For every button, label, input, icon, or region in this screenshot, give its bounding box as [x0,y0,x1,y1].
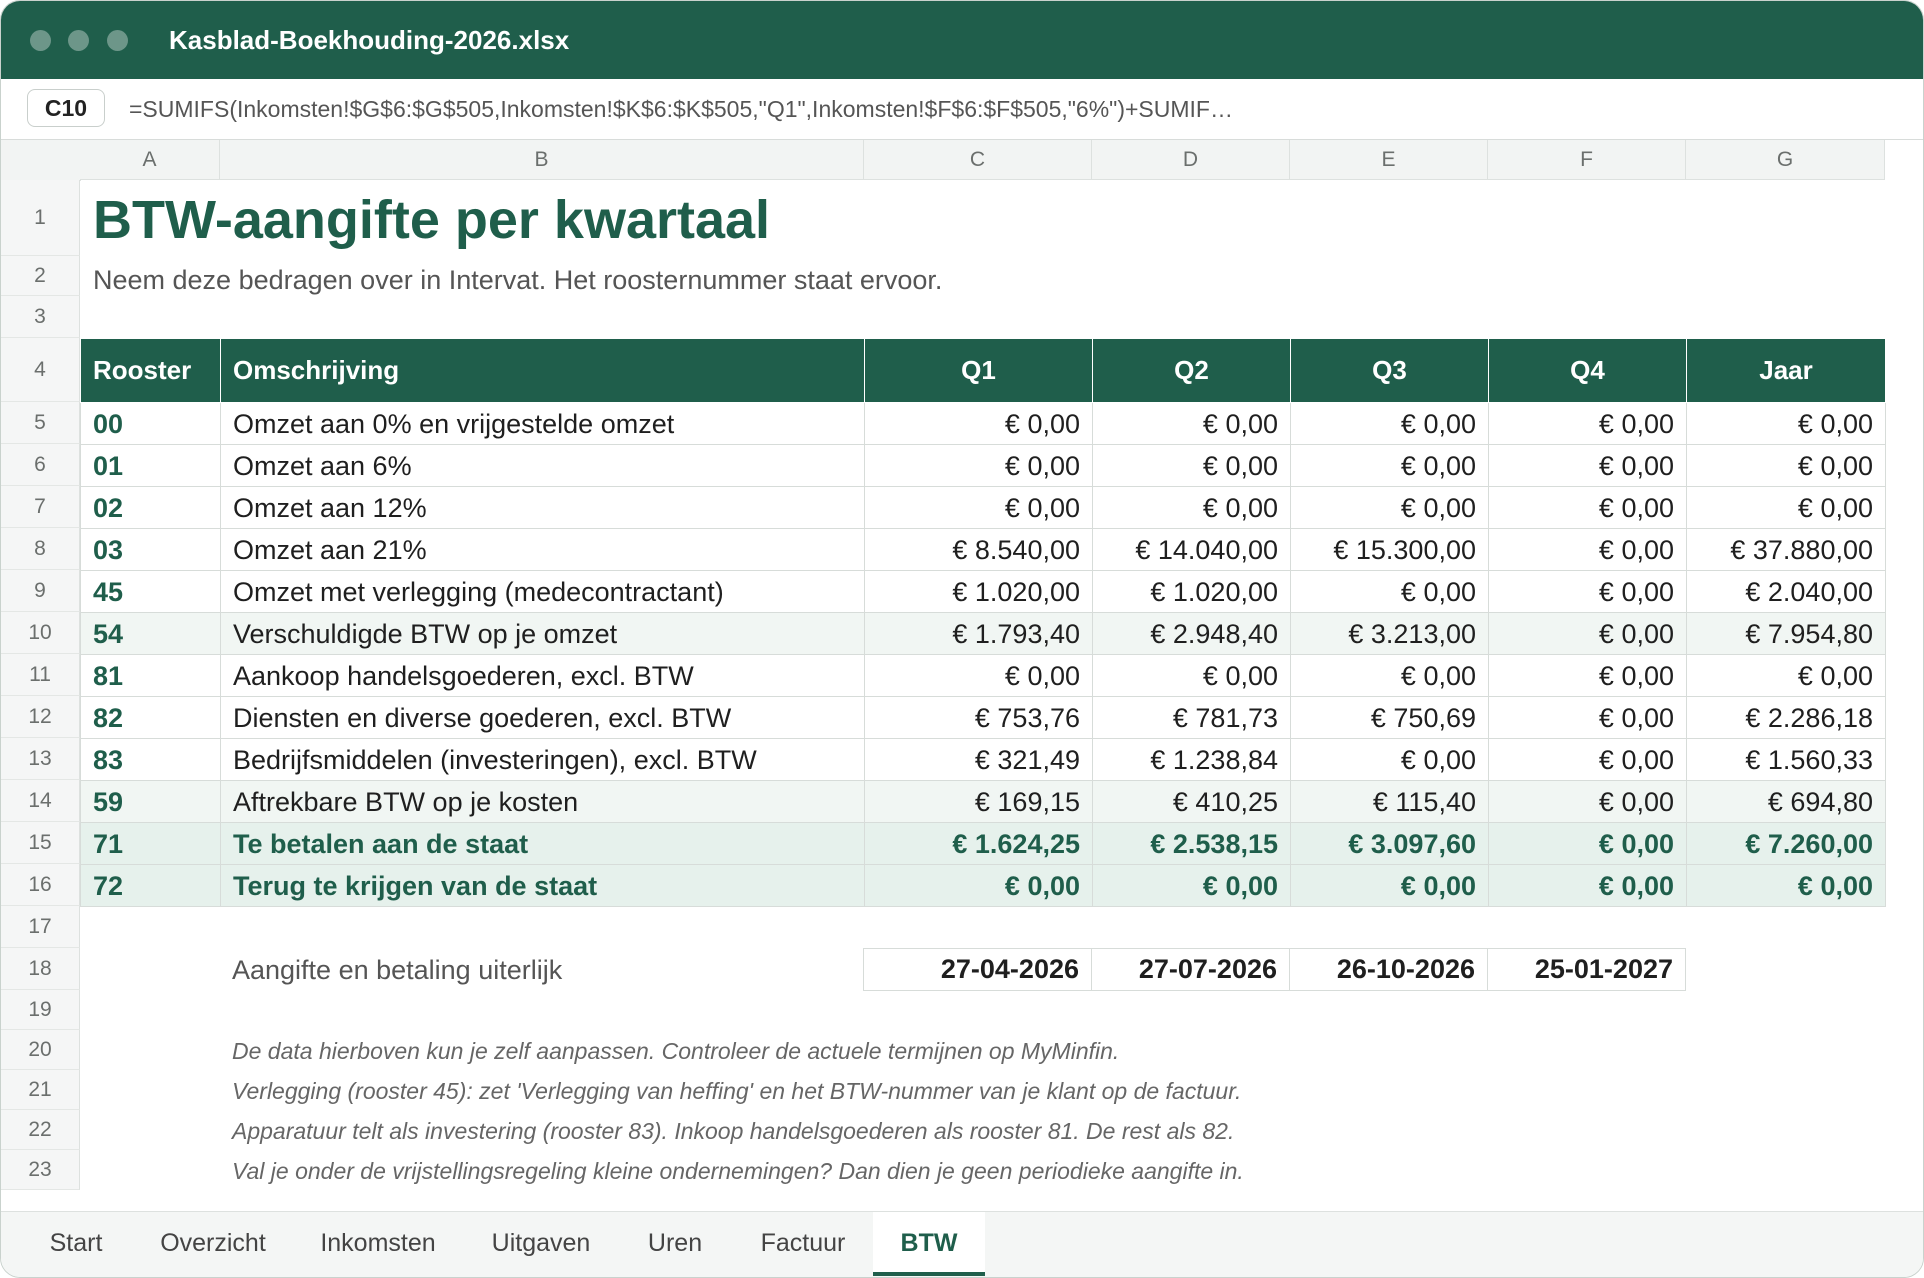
tab-overzicht[interactable]: Overzicht [160,1229,266,1257]
window-title: Kasblad-Boekhouding-2026.xlsx [169,25,570,55]
cell-amount-jaar[interactable]: € 694,80 [1687,781,1886,823]
formula-input[interactable]: =SUMIFS(Inkomsten!$G$6:$G$505,Inkomsten!$K$6:$K$505,"Q1",Inkomsten!$F$6:$F$505,"6%")+SUMIF… [129,96,1233,122]
cell-amount-q1[interactable]: € 0,00 [865,445,1093,487]
tab-btw[interactable]: BTW [873,1212,985,1276]
cell-amount-q2[interactable]: € 0,00 [1093,865,1291,907]
cell-amount-q4[interactable]: € 0,00 [1489,403,1687,445]
cell-amount-q3[interactable]: € 15.300,00 [1291,529,1489,571]
window-zoom-dot[interactable] [107,30,128,51]
cell-amount-q1[interactable]: € 0,00 [865,655,1093,697]
cell-amount-q1[interactable]: € 8.540,00 [865,529,1093,571]
deadline-cell-q4[interactable]: 25-01-2027 [1488,949,1686,991]
cell-amount-q2[interactable]: € 0,00 [1093,487,1291,529]
table-row [81,487,1886,529]
cell-rooster[interactable]: 81 [81,655,221,697]
table-row [81,823,1886,865]
header-cell-omschrijving[interactable]: Omschrijving [221,339,865,403]
cell-rooster[interactable]: 59 [81,781,221,823]
cell-omschrijving[interactable]: Terug te krijgen van de staat [221,865,865,907]
cell-omschrijving[interactable]: Diensten en diverse goederen, excl. BTW [221,697,865,739]
cell-rooster[interactable]: 72 [81,865,221,907]
table-row [81,781,1886,823]
select-all-corner[interactable] [1,140,81,181]
cell-rooster[interactable]: 54 [81,613,221,655]
sheet-subtitle: Neem deze bedragen over in Intervat. Het roosternummer staat ervoor. [93,265,943,295]
row-header[interactable]: 8 [1,528,80,570]
cell-omschrijving[interactable]: Omzet aan 21% [221,529,865,571]
row-header[interactable]: 21 [1,1070,80,1110]
cell-omschrijving[interactable]: Verschuldigde BTW op je omzet [221,613,865,655]
cell-amount-q1[interactable]: € 0,00 [865,403,1093,445]
deadline-cell-q3[interactable]: 26-10-2026 [1290,949,1488,991]
cell-amount-q2[interactable]: € 1.020,00 [1093,571,1291,613]
cell-amount-q3[interactable]: € 0,00 [1291,655,1489,697]
cell-amount-q4[interactable]: € 0,00 [1489,865,1687,907]
cell-amount-jaar[interactable]: € 7.260,00 [1687,823,1886,865]
sheet-title: BTW-aangifte per kwartaal [93,190,771,250]
tab-inkomsten[interactable]: Inkomsten [320,1229,436,1257]
table-row [81,655,1886,697]
cell-rooster[interactable]: 00 [81,403,221,445]
deadline-row [864,949,1686,991]
row-header[interactable]: 2 [1,256,80,296]
cell-omschrijving[interactable]: Omzet aan 0% en vrijgestelde omzet [221,403,865,445]
table-row [81,865,1886,907]
row-header[interactable]: 7 [1,486,80,528]
tab-uitgaven[interactable]: Uitgaven [491,1229,591,1257]
cell-amount-jaar[interactable]: € 2.040,00 [1687,571,1886,613]
cell-amount-q3[interactable]: € 0,00 [1291,487,1489,529]
cell-amount-q3[interactable]: € 750,69 [1291,697,1489,739]
cell-amount-q4[interactable]: € 0,00 [1489,571,1687,613]
cell-amount-q1[interactable]: € 1.793,40 [865,613,1093,655]
cell-omschrijving[interactable]: Te betalen aan de staat [221,823,865,865]
deadline-table [863,948,1686,991]
row-header[interactable]: 15 [1,822,80,864]
table-row [81,697,1886,739]
header-cell-jaar[interactable]: Jaar [1687,339,1886,403]
tab-factuur[interactable]: Factuur [760,1229,846,1257]
cell-amount-q1[interactable]: € 753,76 [865,697,1093,739]
row-header[interactable]: 17 [1,906,80,948]
cell-amount-q3[interactable]: € 0,00 [1291,445,1489,487]
column-header[interactable]: B [220,140,864,180]
tab-uren[interactable]: Uren [647,1229,703,1257]
cell-amount-q4[interactable]: € 0,00 [1489,739,1687,781]
header-cell-q1[interactable]: Q1 [865,339,1093,403]
row-header[interactable]: 20 [1,1030,80,1070]
row-header[interactable]: 23 [1,1150,80,1190]
table-row [81,445,1886,487]
cell-rooster[interactable]: 02 [81,487,221,529]
sheet-tabs [1,1211,1923,1278]
cell-omschrijving[interactable]: Aftrekbare BTW op je kosten [221,781,865,823]
header-cell-q3[interactable]: Q3 [1291,339,1489,403]
cell-amount-q2[interactable]: € 0,00 [1093,445,1291,487]
cell-omschrijving[interactable]: Omzet aan 12% [221,487,865,529]
row-header[interactable]: 10 [1,612,80,654]
row-header[interactable]: 18 [1,948,80,990]
column-header[interactable]: C [864,140,1092,180]
cell-amount-q1[interactable]: € 0,00 [865,487,1093,529]
name-box[interactable]: C10 [27,89,105,127]
cell-amount-jaar[interactable]: € 0,00 [1687,445,1886,487]
tab-start[interactable]: Start [49,1229,103,1257]
note-line: Verlegging (rooster 45): zet 'Verlegging van heffing' en het BTW-nummer van je klant op de factuur. [232,1078,1242,1104]
cell-amount-q1[interactable]: € 169,15 [865,781,1093,823]
header-cell-q4[interactable]: Q4 [1489,339,1687,403]
row-header[interactable]: 19 [1,990,80,1030]
cell-amount-jaar[interactable]: € 37.880,00 [1687,529,1886,571]
cell-amount-jaar[interactable]: € 0,00 [1687,403,1886,445]
title-bar [1,1,1923,79]
column-header[interactable]: G [1686,140,1885,180]
cell-amount-q4[interactable]: € 0,00 [1489,445,1687,487]
cell-amount-q4[interactable]: € 0,00 [1489,781,1687,823]
row-header[interactable]: 4 [1,338,80,402]
table-header-row [81,339,1886,403]
cell-amount-q3[interactable]: € 0,00 [1291,739,1489,781]
cell-rooster[interactable]: 83 [81,739,221,781]
cell-amount-q4[interactable]: € 0,00 [1489,529,1687,571]
window-minimize-dot[interactable] [68,30,89,51]
cell-omschrijving[interactable]: Aankoop handelsgoederen, excl. BTW [221,655,865,697]
note-line: De data hierboven kun je zelf aanpassen. Controleer de actuele termijnen op MyMinfin. [232,1038,1120,1064]
cell-rooster[interactable]: 01 [81,445,221,487]
vat-table [80,338,1886,907]
cell-amount-q3[interactable]: € 0,00 [1291,403,1489,445]
header-cell-q2[interactable]: Q2 [1093,339,1291,403]
row-header[interactable]: 22 [1,1110,80,1150]
cell-amount-q1[interactable]: € 1.624,25 [865,823,1093,865]
cell-amount-jaar[interactable]: € 2.286,18 [1687,697,1886,739]
row-header[interactable]: 5 [1,402,80,444]
row-header[interactable]: 9 [1,570,80,612]
table-row [81,403,1886,445]
cell-amount-q3[interactable]: € 3.097,60 [1291,823,1489,865]
table-row [81,529,1886,571]
row-header[interactable]: 6 [1,444,80,486]
cell-amount-q3[interactable]: € 0,00 [1291,571,1489,613]
column-header[interactable]: F [1488,140,1686,180]
cell-amount-q1[interactable]: € 1.020,00 [865,571,1093,613]
cell-omschrijving[interactable]: Omzet met verlegging (medecontractant) [221,571,865,613]
cell-amount-q4[interactable]: € 0,00 [1489,487,1687,529]
cell-amount-q3[interactable]: € 0,00 [1291,865,1489,907]
cell-rooster[interactable]: 03 [81,529,221,571]
cell-amount-jaar[interactable]: € 0,00 [1687,487,1886,529]
row-header[interactable]: 13 [1,738,80,780]
header-cell-rooster[interactable]: Rooster [81,339,221,403]
row-header[interactable]: 14 [1,780,80,822]
cell-amount-q1[interactable]: € 321,49 [865,739,1093,781]
row-header[interactable]: 16 [1,864,80,906]
cell-amount-jaar[interactable]: € 1.560,33 [1687,739,1886,781]
cell-omschrijving[interactable]: Omzet aan 6% [221,445,865,487]
cell-amount-q4[interactable]: € 0,00 [1489,823,1687,865]
table-row [81,739,1886,781]
cell-amount-q2[interactable]: € 14.040,00 [1093,529,1291,571]
cell-amount-q1[interactable]: € 0,00 [865,865,1093,907]
cell-amount-q3[interactable]: € 3.213,00 [1291,613,1489,655]
cell-amount-jaar[interactable]: € 0,00 [1687,655,1886,697]
cell-amount-q3[interactable]: € 115,40 [1291,781,1489,823]
cell-omschrijving[interactable]: Bedrijfsmiddelen (investeringen), excl. BTW [221,739,865,781]
column-header[interactable]: D [1092,140,1290,180]
cell-amount-jaar[interactable]: € 7.954,80 [1687,613,1886,655]
table-row [81,571,1886,613]
sheet-grid [1,140,1924,1211]
cell-amount-q2[interactable]: € 781,73 [1093,697,1291,739]
formula-bar [1,79,1923,140]
cell-amount-q2[interactable]: € 2.948,40 [1093,613,1291,655]
cell-rooster[interactable]: 71 [81,823,221,865]
column-header[interactable]: A [80,140,220,180]
note-line: Apparatuur telt als investering (rooster 83). Inkoop handelsgoederen als rooster 81. De rest als 82. [232,1118,1235,1144]
cell-amount-q2[interactable]: € 0,00 [1093,403,1291,445]
cell-amount-q2[interactable]: € 410,25 [1093,781,1291,823]
cell-amount-q2[interactable]: € 1.238,84 [1093,739,1291,781]
cell-rooster[interactable]: 45 [81,571,221,613]
window-close-dot[interactable] [30,30,51,51]
deadline-label: Aangifte en betaling uiterlijk [232,955,563,985]
deadline-cell-q2[interactable]: 27-07-2026 [1092,949,1290,991]
note-line: Val je onder de vrijstellingsregeling kleine ondernemingen? Dan dien je geen periodieke aangifte in. [232,1158,1244,1184]
deadline-cell-q1[interactable]: 27-04-2026 [864,949,1092,991]
cell-amount-q4[interactable]: € 0,00 [1489,697,1687,739]
cell-amount-q2[interactable]: € 2.538,15 [1093,823,1291,865]
row-header[interactable]: 3 [1,296,80,338]
cell-amount-q4[interactable]: € 0,00 [1489,613,1687,655]
cell-amount-q2[interactable]: € 0,00 [1093,655,1291,697]
column-header[interactable]: E [1290,140,1488,180]
cell-amount-q4[interactable]: € 0,00 [1489,655,1687,697]
table-row [81,613,1886,655]
row-header[interactable]: 1 [1,180,80,256]
cell-rooster[interactable]: 82 [81,697,221,739]
row-header[interactable]: 11 [1,654,80,696]
row-header[interactable]: 12 [1,696,80,738]
cell-amount-jaar[interactable]: € 0,00 [1687,865,1886,907]
